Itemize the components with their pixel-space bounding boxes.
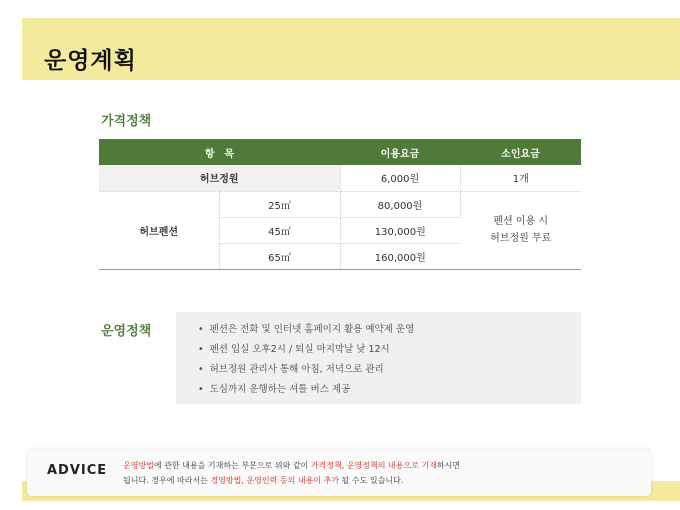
advice-line-2: [123, 473, 460, 488]
table-row: [99, 165, 581, 191]
ops-policy-box: [176, 312, 581, 404]
advice-label: ADVICE: [47, 463, 108, 478]
room-size: 45㎡: [219, 217, 340, 243]
list-item: • 허브정원 관리사 통해 아침, 저녁으로 관리: [198, 360, 581, 380]
price-section-title: 가격정책: [101, 114, 152, 129]
herb-garden-sale: 1개: [460, 165, 581, 191]
advice-highlight: 운영방법: [123, 461, 154, 470]
list-item: • 도심까지 운행하는 셔틀 버스 제공: [198, 380, 581, 400]
page-title: 운영계획: [44, 48, 137, 74]
advice-box: [27, 449, 651, 496]
header-item: 항 목: [99, 139, 340, 165]
advice-plain: 에 관한 내용을 기재하는 부분으로 위와 같이: [153, 461, 311, 470]
list-item: • 펜션은 전화 및 인터넷 홈페이지 활용 예약제 운영: [198, 320, 581, 340]
advice-highlight: 경영방법, 운영인력 등의 내용이 추가: [210, 476, 340, 485]
header-sale: 소인요금: [460, 139, 581, 165]
advice-highlight: 가격정책, 운영정책의 내용으로 기재: [310, 461, 437, 470]
herb-garden-fee: 6,000원: [340, 165, 460, 191]
herb-pension-name: 허브펜션: [99, 191, 219, 269]
table-row: [99, 191, 581, 217]
pension-note-line1: 펜션 이용 시: [493, 216, 549, 227]
advice-plain: 하시면: [436, 461, 461, 470]
ops-section-title: 운영정책: [101, 324, 152, 339]
list-item: • 펜션 입실 오후2시 / 퇴실 마지막날 낮 12시: [198, 340, 581, 360]
pension-note-line2: 허브정원 무료: [490, 233, 552, 244]
advice-plain: 됩니다. 경우에 따라서는: [123, 476, 211, 485]
room-size: 65㎡: [219, 243, 340, 269]
header-fee: 이용요금: [340, 139, 460, 165]
advice-text: [123, 458, 460, 488]
room-size: 25㎡: [219, 191, 340, 217]
table-header-row: [99, 139, 581, 165]
ops-policy-list: [198, 320, 581, 400]
price-table: [99, 139, 581, 270]
pension-note: [460, 191, 581, 269]
room-fee: 80,000원: [340, 191, 460, 217]
advice-line-1: [123, 458, 460, 473]
advice-plain: 될 수도 있습니다.: [339, 476, 404, 485]
room-fee: 160,000원: [340, 243, 460, 269]
herb-garden-name: 허브정원: [99, 165, 340, 191]
room-fee: 130,000원: [340, 217, 460, 243]
